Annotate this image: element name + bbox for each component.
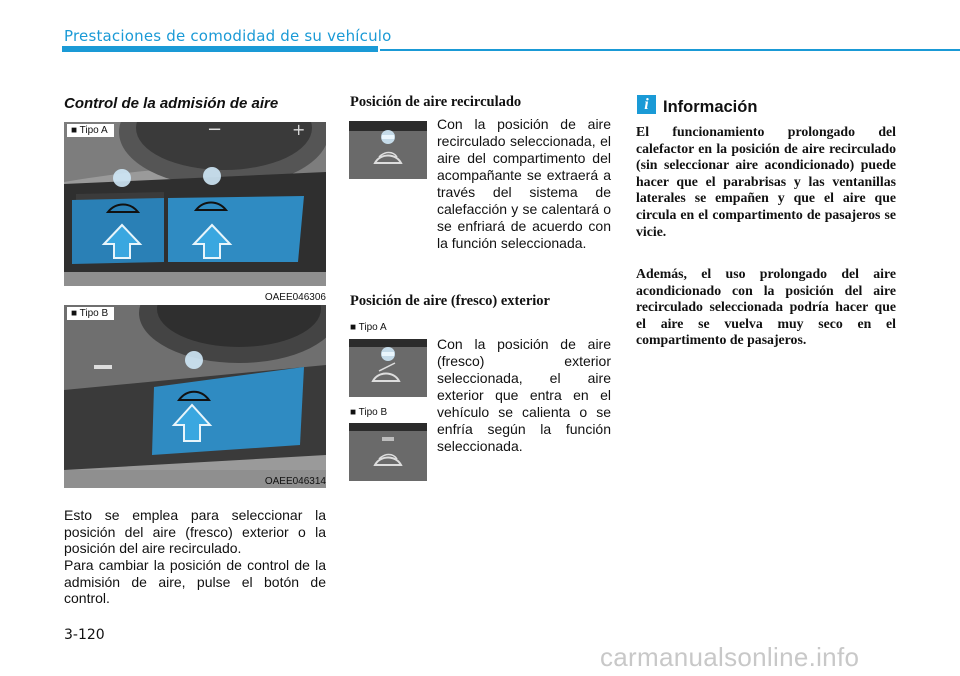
info-icon: i xyxy=(637,95,656,114)
climate-panel-b-illustration xyxy=(64,305,326,488)
header-bar-thick xyxy=(62,46,378,52)
watermark: carmanualsonline.info xyxy=(600,642,860,672)
fresh-label-a: ■ Tipo A xyxy=(350,322,387,333)
recirculation-icon xyxy=(349,123,427,179)
recirc-text: Con la posición de aire recirculado seleccionada, el aire del compartimento del acompañante se extraerá a través del sistema de calefacción y se calentará o se enfriará de acuerdo con la función seleccionada. xyxy=(437,116,611,251)
figure-b-label: ■ Tipo B xyxy=(67,307,114,320)
info-paragraph-2: Además, el uso prolongado del aire acondicionado con la posición del aire recirculado seleccionada podría hacer que el aire se vuelva muy seco en el compartimento de pasajeros. xyxy=(636,266,896,348)
section-title: Control de la admisión de aire xyxy=(64,95,279,112)
figure-b-code: OAEE046314 xyxy=(264,476,326,487)
recirc-title: Posición de aire recirculado xyxy=(350,94,522,110)
header-bar-thin xyxy=(380,49,960,51)
svg-text:+: + xyxy=(292,122,306,139)
climate-panel-a-illustration xyxy=(64,122,326,286)
figure-a-label: ■ Tipo A xyxy=(67,124,114,137)
fresh-air-icon xyxy=(349,341,427,397)
header-title: Prestaciones de comodidad de su vehículo xyxy=(64,27,392,45)
figure-type-a xyxy=(64,122,326,286)
fresh-button-image-b xyxy=(349,423,427,481)
info-paragraph-1: El funcionamiento prolongado del calefactor en la posición de aire recirculado (sin seleccionar aire acondicionado) puede hacer que el parabrisas y las ventanillas laterales se empañen y que el aire que circula en el compartimento de pasajeros se vicie. xyxy=(636,124,896,239)
info-title: Información xyxy=(663,98,758,116)
fresh-air-icon xyxy=(349,425,427,481)
fresh-button-image-a xyxy=(349,339,427,397)
figure-a-code: OAEE046306 xyxy=(264,292,326,303)
recirc-button-image xyxy=(349,121,427,179)
paragraph-2: Para cambiar la posición de control de la admisión de aire, pulse el botón de control. xyxy=(64,557,326,606)
svg-text:−: − xyxy=(207,122,223,140)
fresh-text: Con la posición de aire (fresco) exterior seleccionada, el aire exterior que entra en el vehículo se calienta o se enfría según la función seleccionada. xyxy=(437,336,611,454)
paragraph-1: Esto se emplea para seleccionar la posición del aire (fresco) exterior o la posición del aire recirculado. xyxy=(64,507,326,556)
page-number: 3-120 xyxy=(64,627,105,643)
fresh-title: Posición de aire (fresco) exterior xyxy=(350,293,550,309)
fresh-label-b: ■ Tipo B xyxy=(350,407,388,418)
figure-type-b xyxy=(64,305,326,488)
